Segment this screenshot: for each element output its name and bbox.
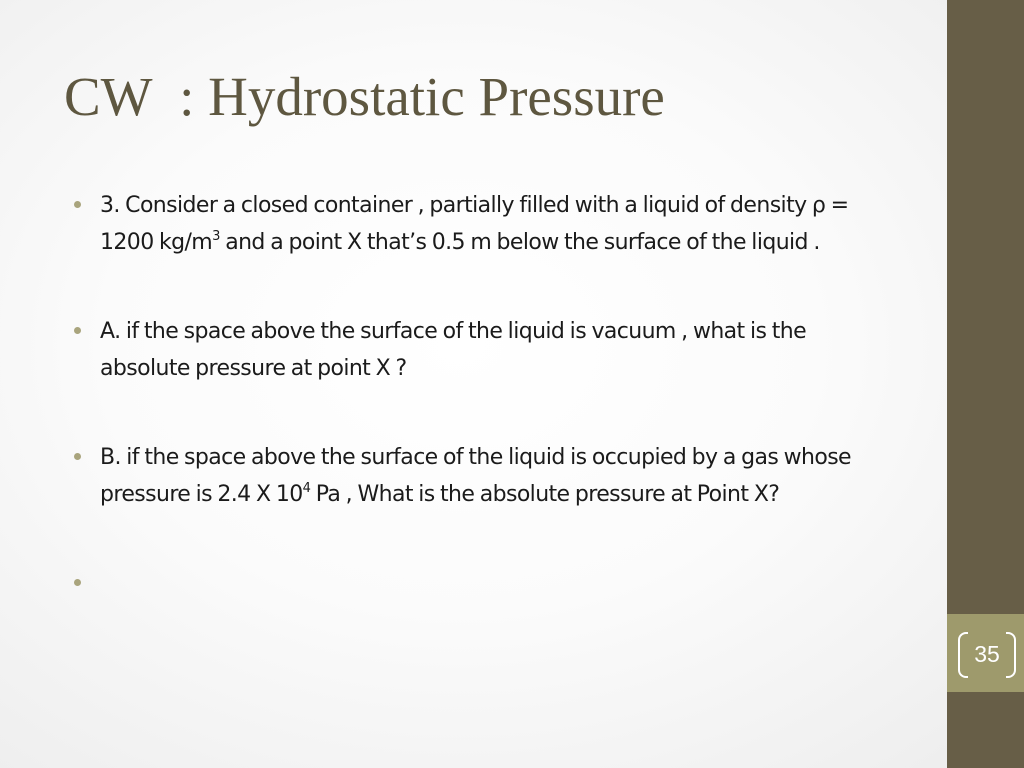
bullet-list	[74, 187, 900, 602]
bullet-item-part-b	[74, 439, 900, 513]
page-number-frame	[958, 632, 1016, 676]
bullet-item-part-a	[74, 313, 900, 387]
bullet-item-question-3	[74, 187, 900, 261]
superscript: 4	[302, 481, 311, 496]
bullet-text: B. if the space above the surface of the liquid is occupied by a gas whose pressure is 2.4 X 10	[100, 445, 851, 507]
bullet-item-empty	[74, 565, 900, 602]
bullet-text-continued: Pa , What is the absolute pressure at Point X?	[310, 482, 780, 507]
bullet-text-continued: and a point X that’s 0.5 m below the surface of the liquid .	[219, 230, 820, 255]
page-number: 35	[974, 641, 1000, 667]
bullet-text: 3. Consider a closed container , partially filled with a liquid of density ρ = 1200 kg/m	[100, 193, 849, 255]
superscript: 3	[212, 229, 220, 244]
slide-title: CW : Hydrostatic Pressure	[64, 66, 665, 127]
bullet-text: A. if the space above the surface of the liquid is vacuum , what is the absolute pressure at point X ?	[100, 319, 807, 381]
